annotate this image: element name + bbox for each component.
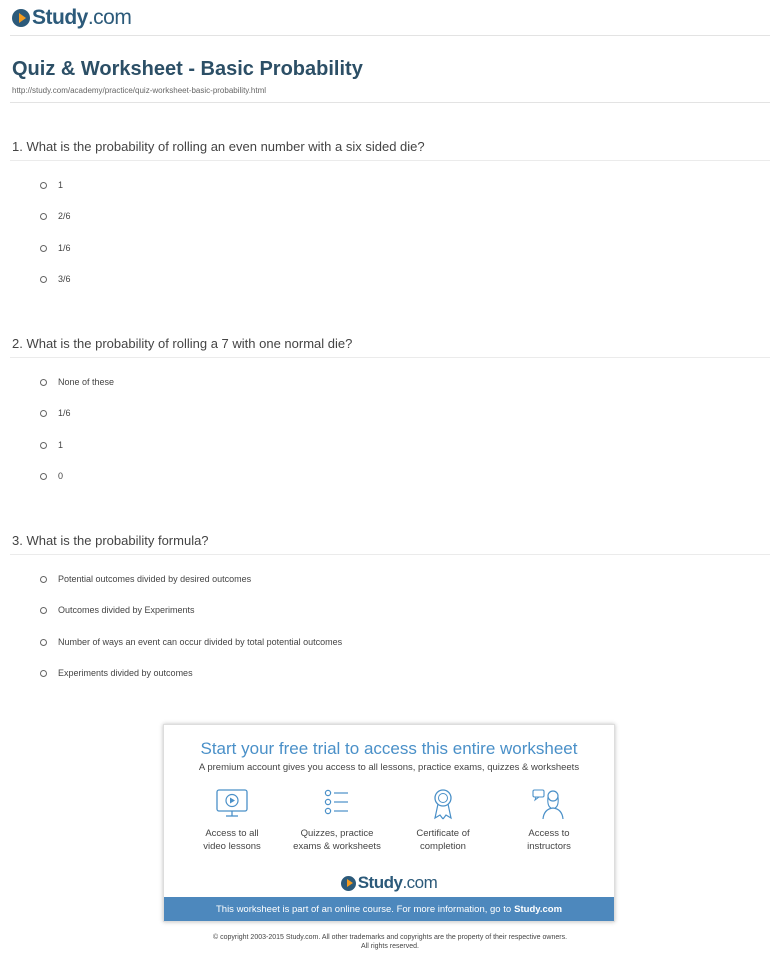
brand-suffix: .com: [87, 6, 132, 29]
radio-button[interactable]: [40, 473, 47, 480]
feature-video-lessons: [177, 787, 287, 853]
page-url[interactable]: http://study.com/academy/practice/quiz-worksheet-basic-probability.html: [12, 86, 267, 95]
study-logo[interactable]: [12, 6, 131, 30]
feature-line: completion: [420, 841, 466, 852]
divider: [10, 102, 770, 103]
option-label: Outcomes divided by Experiments: [58, 605, 195, 615]
answer-option[interactable]: [40, 471, 63, 481]
option-label: None of these: [58, 377, 115, 387]
answer-option[interactable]: [40, 274, 71, 284]
answer-option[interactable]: [40, 377, 114, 387]
study-link[interactable]: Study.com: [514, 903, 563, 915]
option-label: 1: [58, 180, 64, 190]
radio-button[interactable]: [40, 182, 47, 189]
feature-certificate: [388, 787, 498, 853]
video-lessons-icon: [214, 787, 250, 821]
brand-name: Study: [32, 6, 88, 29]
feature-line: Certificate of: [416, 828, 470, 839]
divider: [10, 554, 770, 555]
promo-study-logo[interactable]: [164, 873, 614, 893]
copyright: [0, 933, 780, 951]
answer-option[interactable]: [40, 408, 71, 418]
feature-line: Access to: [528, 828, 570, 839]
option-label: 2/6: [58, 211, 71, 221]
feature-line: Quizzes, practice: [300, 828, 374, 839]
radio-button[interactable]: [40, 276, 47, 283]
feature-line: video lessons: [203, 841, 261, 852]
feature-quizzes: [282, 787, 392, 853]
radio-button[interactable]: [40, 379, 47, 386]
promo-bar-text: This worksheet is part of an online course. For more information, go to: [215, 903, 512, 915]
radio-button[interactable]: [40, 576, 47, 583]
question-1: 1. What is the probability of rolling an even number with a six sided die?: [12, 139, 425, 154]
option-label: 1: [58, 440, 64, 450]
radio-button[interactable]: [40, 639, 47, 646]
quizzes-icon: [319, 787, 355, 821]
answer-option[interactable]: [40, 574, 251, 584]
answer-option[interactable]: [40, 668, 193, 678]
play-logo-icon: [341, 876, 356, 891]
play-logo-icon: [12, 9, 30, 27]
page-title: Quiz & Worksheet - Basic Probability: [12, 58, 363, 80]
option-label: Potential outcomes divided by desired outcomes: [58, 574, 252, 584]
copyright-line: © copyright 2003-2015 Study.com. All other trademarks and copyrights are the property of their respective owners.: [212, 934, 568, 941]
free-trial-promo: [163, 724, 615, 922]
copyright-line: All rights reserved.: [361, 943, 419, 950]
answer-option[interactable]: [40, 180, 63, 190]
feature-instructors: [494, 787, 604, 853]
radio-button[interactable]: [40, 607, 47, 614]
question-2: 2. What is the probability of rolling a 7 with one normal die?: [12, 336, 353, 351]
brand-name: Study: [357, 873, 403, 892]
option-label: 0: [58, 471, 64, 481]
certificate-icon: [425, 787, 461, 821]
feature-line: Access to all: [205, 828, 259, 839]
option-label: 3/6: [58, 274, 71, 284]
answer-option[interactable]: [40, 605, 195, 615]
answer-option[interactable]: [40, 440, 63, 450]
option-label: 1/6: [58, 408, 71, 418]
divider: [10, 160, 770, 161]
divider: [10, 357, 770, 358]
feature-line: instructors: [527, 841, 571, 852]
promo-subtitle: A premium account gives you access to all lessons, practice exams, quizzes & worksheets: [198, 762, 580, 773]
question-3: 3. What is the probability formula?: [12, 533, 209, 548]
answer-option[interactable]: [40, 211, 71, 221]
radio-button[interactable]: [40, 245, 47, 252]
radio-button[interactable]: [40, 410, 47, 417]
radio-button[interactable]: [40, 442, 47, 449]
answer-option[interactable]: [40, 637, 342, 647]
divider: [10, 35, 770, 36]
radio-button[interactable]: [40, 213, 47, 220]
radio-button[interactable]: [40, 670, 47, 677]
answer-option[interactable]: [40, 243, 71, 253]
promo-info-bar: [164, 897, 614, 921]
brand-suffix: .com: [402, 873, 438, 892]
option-label: 1/6: [58, 243, 71, 253]
instructors-icon: [531, 787, 567, 821]
feature-line: exams & worksheets: [293, 841, 381, 852]
option-label: Experiments divided by outcomes: [58, 668, 193, 678]
promo-title[interactable]: Start your free trial to access this entire worksheet: [200, 739, 578, 758]
option-label: Number of ways an event can occur divided by total potential outcomes: [58, 637, 343, 647]
